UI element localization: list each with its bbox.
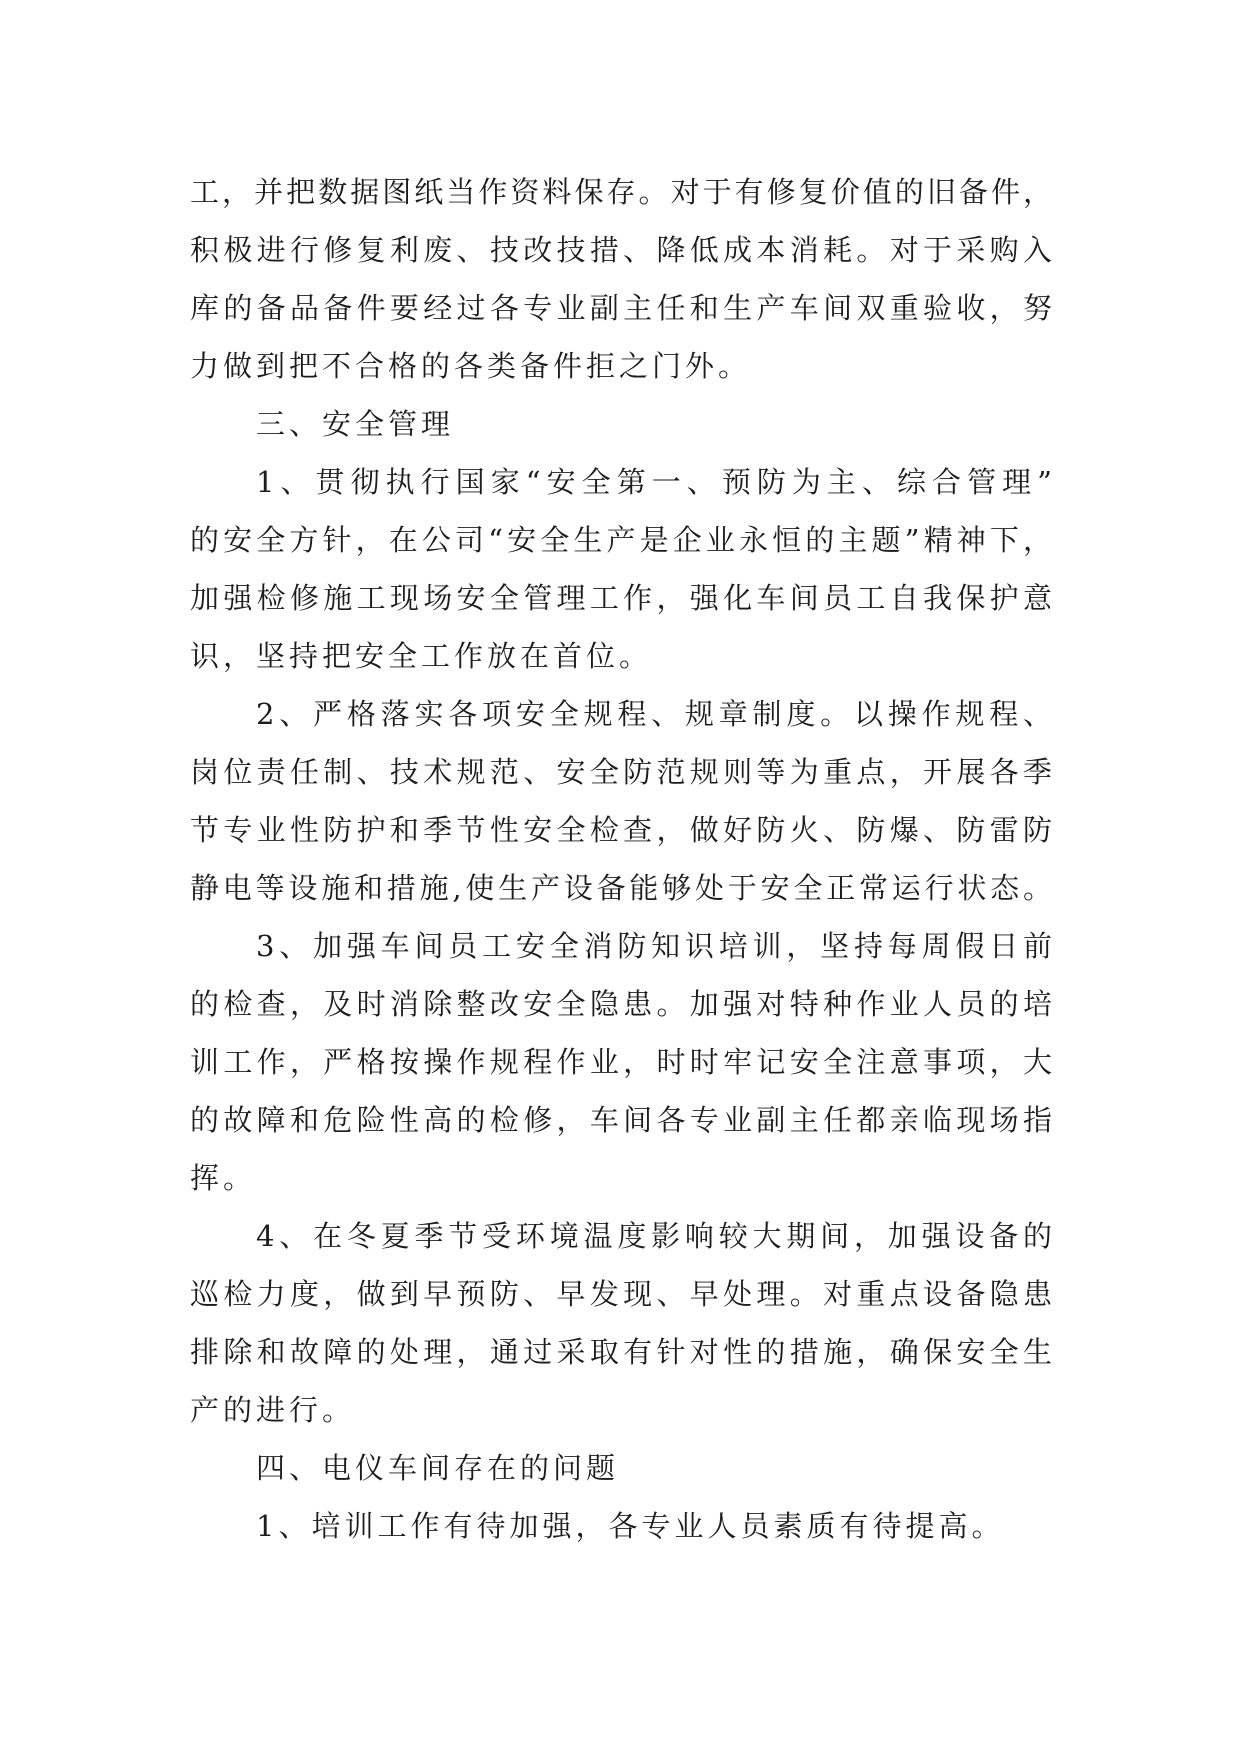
- paragraph-line: 静电等设施和措施,使生产设备能够处于安全正常运行状态。: [190, 871, 1052, 905]
- section-heading: [190, 1439, 1052, 1497]
- paragraph-line: 加强检修施工现场安全管理工作，强化车间员工自我保护意: [190, 581, 1052, 615]
- paragraph-line: 巡检力度，做到早预防、早发现、早处理。对重点设备隐患: [190, 1277, 1052, 1311]
- paragraph-line: 3、加强车间员工安全消防知识培训，坚持每周假日前: [256, 929, 1052, 963]
- paragraph: [190, 1497, 1052, 1555]
- paragraph-line: 节专业性防护和季节性安全检查，做好防火、防爆、防雷防: [190, 813, 1052, 847]
- paragraph: [190, 917, 1052, 1207]
- paragraph-line: 的检查，及时消除整改安全隐患。加强对特种作业人员的培: [190, 987, 1052, 1021]
- paragraph: [190, 453, 1052, 685]
- paragraph-line: 排除和故障的处理，通过采取有针对性的措施，确保安全生: [190, 1335, 1052, 1369]
- paragraph-line: 的故障和危险性高的检修，车间各专业副主任都亲临现场指: [190, 1103, 1052, 1137]
- paragraph-line: 的安全方针，在公司“安全生产是企业永恒的主题”精神下，: [190, 523, 1052, 557]
- paragraph: [190, 163, 1052, 395]
- paragraph-line: 1、培训工作有待加强，各专业人员素质有待提高。: [256, 1509, 1005, 1543]
- paragraph-line: 4、在冬夏季节受环境温度影响较大期间，加强设备的: [256, 1219, 1052, 1253]
- paragraph-line: 训工作，严格按操作规程作业，时时牢记安全注意事项，大: [190, 1045, 1052, 1079]
- paragraph-line: 库的备品备件要经过各专业副主任和生产车间双重验收，努: [190, 291, 1052, 325]
- paragraph-line: 岗位责任制、技术规范、安全防范规则等为重点，开展各季: [190, 755, 1052, 789]
- paragraph-line: 产的进行。: [190, 1393, 356, 1427]
- paragraph: [190, 685, 1052, 917]
- paragraph-line: 力做到把不合格的各类备件拒之门外。: [190, 349, 752, 383]
- paragraph-line: 工，并把数据图纸当作资料保存。对于有修复价值的旧备件，: [190, 175, 1052, 209]
- paragraph: [190, 1207, 1052, 1439]
- paragraph-line: 1、贯彻执行国家“安全第一、预防为主、综合管理”: [256, 465, 1052, 499]
- section-heading: [190, 395, 1052, 453]
- document-body: [190, 163, 1052, 1555]
- paragraph-line: 挥。: [190, 1161, 257, 1195]
- section-heading-text: 三、安全管理: [256, 407, 455, 441]
- paragraph-line: 2、严格落实各项安全规程、规章制度。以操作规程、: [256, 697, 1052, 731]
- section-heading-text: 四、电仪车间存在的问题: [256, 1451, 620, 1485]
- paragraph-line: 积极进行修复利废、技改技措、降低成本消耗。对于采购入: [190, 233, 1052, 267]
- paragraph-line: 识，坚持把安全工作放在首位。: [190, 639, 653, 673]
